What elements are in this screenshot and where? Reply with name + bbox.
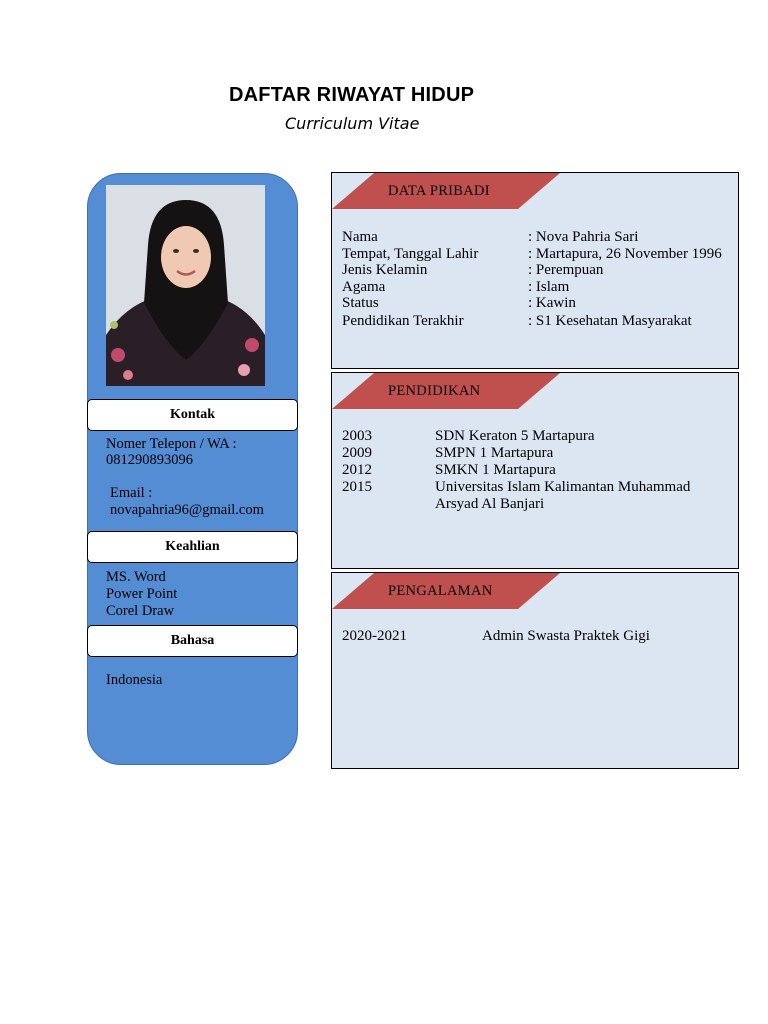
field-value: : Islam: [528, 279, 570, 295]
section-banner: [332, 373, 560, 409]
field-value: : Kawin: [528, 295, 576, 311]
field-value: : Martapura, 26 November 1996: [528, 246, 722, 262]
education-year: 2015: [342, 479, 372, 495]
data-pribadi-heading: DATA PRIBADI: [388, 182, 490, 199]
education-year: 2009: [342, 445, 372, 461]
education-year: 2003: [342, 428, 372, 444]
pendidikan-heading: PENDIDIKAN: [388, 382, 481, 399]
phone-label: Nomer Telepon / WA :: [106, 436, 237, 452]
email-label: Email :: [110, 485, 153, 501]
field-value: : S1 Kesehatan Masyarakat: [528, 313, 692, 329]
person-photo-icon: [106, 185, 265, 386]
education-school: SMPN 1 Martapura: [435, 445, 554, 461]
profile-photo: [106, 185, 265, 386]
field-value: : Perempuan: [528, 262, 604, 278]
pengalaman-heading: PENGALAMAN: [388, 582, 493, 599]
page-title: DAFTAR RIWAYAT HIDUP: [229, 84, 475, 106]
field-label: Tempat, Tanggal Lahir: [342, 246, 479, 262]
page-subtitle: Curriculum Vitae: [285, 114, 420, 133]
bahasa-heading: Bahasa: [87, 625, 298, 657]
experience-period: 2020-2021: [342, 628, 407, 644]
data-pribadi-panel: [331, 172, 739, 369]
section-banner: [332, 573, 560, 609]
experience-role: Admin Swasta Praktek Gigi: [482, 628, 650, 644]
field-label: Status: [342, 295, 379, 311]
skill-item: Corel Draw: [106, 603, 175, 619]
phone-value: 081290893096: [106, 452, 193, 468]
skill-item: Power Point: [106, 586, 178, 602]
education-school-cont: Arsyad Al Banjari: [435, 496, 545, 512]
email-value: novapahria96@gmail.com: [110, 502, 264, 518]
education-year: 2012: [342, 462, 372, 478]
education-school: SMKN 1 Martapura: [435, 462, 556, 478]
section-banner: [332, 173, 560, 209]
field-label: Nama: [342, 229, 378, 245]
skill-item: MS. Word: [106, 569, 166, 585]
keahlian-heading: Keahlian: [87, 531, 298, 563]
field-value: : Nova Pahria Sari: [528, 229, 639, 245]
education-school: Universitas Islam Kalimantan Muhammad: [435, 479, 691, 495]
kontak-heading: Kontak: [87, 399, 298, 431]
pengalaman-panel: [331, 572, 739, 769]
field-label: Jenis Kelamin: [342, 262, 428, 278]
field-label: Agama: [342, 279, 386, 295]
language-item: Indonesia: [106, 672, 163, 688]
pendidikan-panel: [331, 372, 739, 569]
education-school: SDN Keraton 5 Martapura: [435, 428, 595, 444]
field-label: Pendidikan Terakhir: [342, 313, 464, 329]
